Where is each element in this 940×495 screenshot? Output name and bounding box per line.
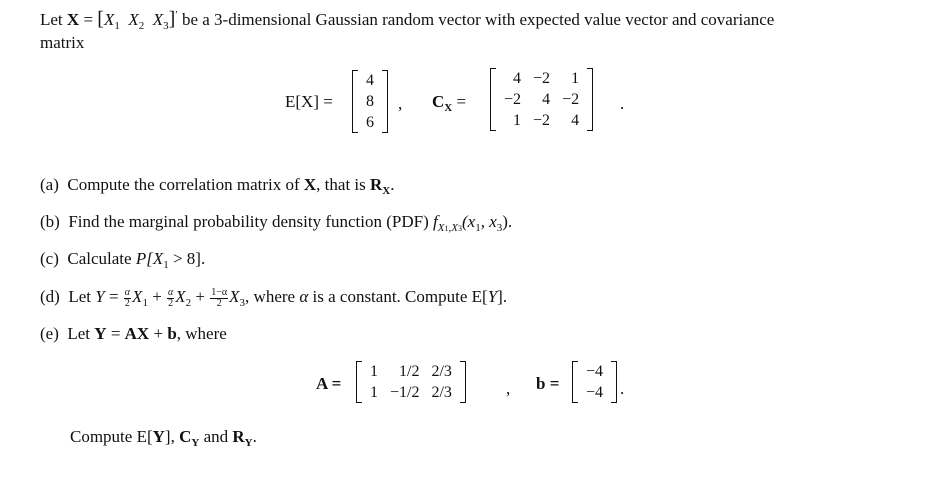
part-d: (d) Let Y = $\frac{\alpha}{2}$ $X_1$ + $\frac{\alpha}{2}$ $X_2$ + $\frac{1-\alpha}{2}$ $X_3$, where α is a constant. Compute E[Y]. bbox=[40, 286, 508, 309]
cov-cell: −2 bbox=[533, 112, 551, 129]
A-cell: −1/2 bbox=[390, 384, 420, 401]
A-cell: 1 bbox=[370, 363, 378, 380]
fraction: $\frac{1-\alpha}{2}$ bbox=[211, 286, 228, 309]
final-line: Compute E[Y], $C_Y$ and $R_Y$. bbox=[70, 427, 257, 449]
cov-period: . bbox=[620, 94, 625, 113]
mean-label: E[X] = bbox=[285, 92, 333, 111]
b-value: −4 bbox=[586, 363, 604, 380]
cov-cell: −2 bbox=[533, 70, 551, 87]
cov-cell: −2 bbox=[562, 91, 580, 108]
cov-cell: 1 bbox=[571, 70, 580, 87]
part-c: (c) Calculate $P[X_1 > 8]$. bbox=[40, 249, 206, 271]
cov-matrix bbox=[490, 68, 593, 131]
mean-value: 4 bbox=[366, 72, 374, 89]
intro-line-1: Let $X = [X_1$ $X_2$ $X_3]'$ be a 3-dimensional Gaussian random vector with expected value vector and covariance bbox=[40, 8, 775, 32]
mean-vector bbox=[352, 70, 388, 133]
mean-value: 6 bbox=[366, 114, 374, 131]
A-cell: 2/3 bbox=[431, 363, 452, 380]
mean-value: 8 bbox=[366, 93, 374, 110]
intro-line-2: matrix bbox=[40, 33, 85, 52]
cov-cell: 4 bbox=[571, 112, 580, 129]
fraction: $\frac{\alpha}{2}$ bbox=[168, 286, 174, 309]
A-cell: 1 bbox=[370, 384, 378, 401]
A-comma: , bbox=[506, 379, 511, 398]
cov-label: $C_X$ = bbox=[432, 92, 467, 114]
A-matrix bbox=[356, 361, 466, 403]
b-period: . bbox=[620, 379, 625, 398]
b-value: −4 bbox=[586, 384, 604, 401]
cov-cell: 4 bbox=[542, 91, 551, 108]
A-cell: 2/3 bbox=[431, 384, 452, 401]
cov-cell: −2 bbox=[504, 91, 522, 108]
mean-comma: , bbox=[398, 94, 403, 113]
part-b: (b) Find the marginal probability density function (PDF) $f_{X1,X3}(x_1$, $x_3$). bbox=[40, 212, 513, 234]
b-label: b = bbox=[536, 374, 560, 393]
part-e: (e) Let Y = AX + b, where bbox=[40, 324, 227, 343]
cov-cell: 1 bbox=[513, 112, 522, 129]
fraction: $\frac{\alpha}{2}$ bbox=[124, 286, 131, 309]
part-a: (a) Compute the correlation matrix of X, that is $R_X$. bbox=[40, 175, 395, 197]
A-cell: 1/2 bbox=[399, 363, 420, 380]
A-label: A = bbox=[316, 374, 342, 393]
b-vector bbox=[572, 361, 617, 403]
cov-cell: 4 bbox=[513, 70, 522, 87]
